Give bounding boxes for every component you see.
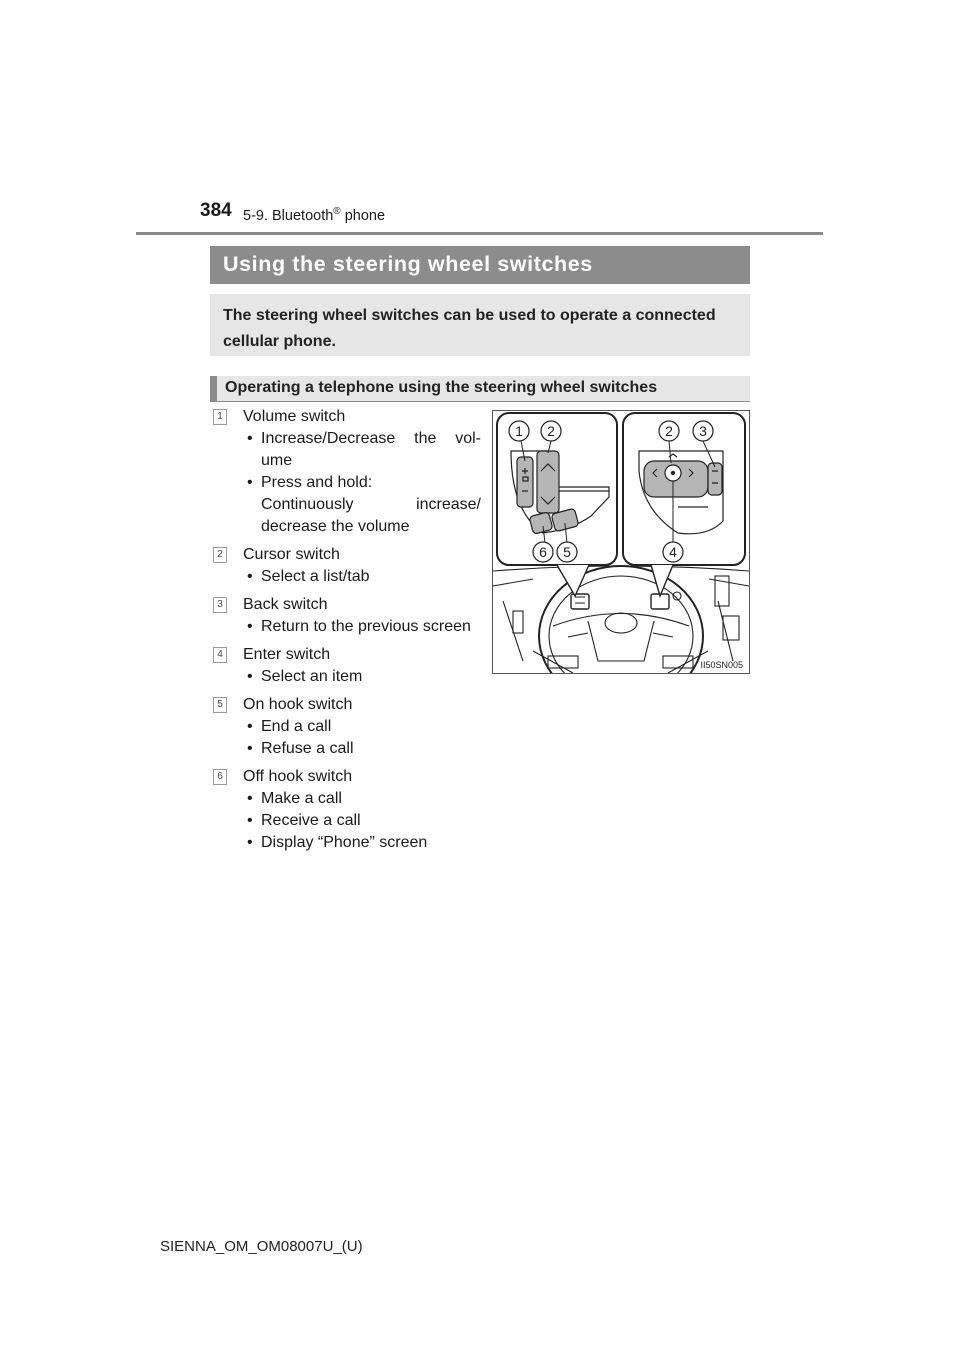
item-head <box>213 694 481 716</box>
item-number: 1 <box>213 409 227 425</box>
section-name: 5-9. Bluetooth <box>243 207 334 224</box>
item-head <box>213 644 481 666</box>
item-head <box>213 406 481 428</box>
item-list <box>213 406 481 860</box>
list-item <box>213 766 481 854</box>
item-label: Cursor switch <box>243 546 340 563</box>
sub-list <box>213 716 481 760</box>
sub-item: • Receive a call <box>243 810 481 832</box>
callout-2: 2 <box>547 423 555 439</box>
callout-4: 4 <box>669 544 677 560</box>
sub-list <box>213 666 481 688</box>
sub-list <box>213 428 481 538</box>
sub-item: • Refuse a call <box>243 738 481 760</box>
sub-item: • Select a list/tab <box>243 566 481 588</box>
sub-item-text: • Press and hold: <box>261 474 373 491</box>
item-head <box>213 766 481 788</box>
page-title: Using the steering wheel switches <box>210 246 750 284</box>
item-number: 2 <box>213 547 227 563</box>
item-head <box>213 594 481 616</box>
sub-item-detail: Continuously increase/ decrease the volume <box>261 496 481 535</box>
sub-item <box>243 472 481 538</box>
sub-item: • Make a call <box>243 788 481 810</box>
subheading: Operating a telephone using the steering wheel switches <box>210 376 750 402</box>
list-item <box>213 594 481 638</box>
list-item <box>213 544 481 588</box>
item-label: Volume switch <box>243 408 346 425</box>
item-number: 5 <box>213 697 227 713</box>
item-number: 6 <box>213 769 227 785</box>
list-item <box>213 644 481 688</box>
registered-mark: ® <box>333 206 341 217</box>
section-name-tail: phone <box>340 207 386 224</box>
item-head <box>213 544 481 566</box>
item-label: Enter switch <box>243 646 331 663</box>
page-number: 384 <box>200 200 232 221</box>
sub-item: • Return to the previous screen <box>243 616 481 638</box>
callout-2-right: 2 <box>665 423 673 439</box>
section-label <box>243 206 385 224</box>
callout-3: 3 <box>699 423 707 439</box>
sub-list <box>213 566 481 588</box>
steering-wheel-illustration <box>493 411 749 673</box>
footer-code: SIENNA_OM_OM08007U_(U) <box>160 1238 363 1255</box>
item-label: Off hook switch <box>243 768 353 785</box>
header-rule <box>136 232 823 235</box>
item-label: On hook switch <box>243 696 353 713</box>
sub-item: • End a call <box>243 716 481 738</box>
callout-5: 5 <box>563 544 571 560</box>
sub-list <box>213 788 481 854</box>
item-number: 3 <box>213 597 227 613</box>
list-item <box>213 406 481 538</box>
item-number: 4 <box>213 647 227 663</box>
sub-item: • Select an item <box>243 666 481 688</box>
figure-code: II50SN005 <box>700 660 743 670</box>
callout-6: 6 <box>539 544 547 560</box>
list-item <box>213 694 481 760</box>
sub-list <box>213 616 481 638</box>
steering-wheel-figure <box>492 410 750 674</box>
sub-item: • Increase/Decrease the vol-ume <box>243 428 481 472</box>
callout-1: 1 <box>515 423 523 439</box>
item-label: Back switch <box>243 596 328 613</box>
sub-item: • Display “Phone” screen <box>243 832 481 854</box>
intro-box: The steering wheel switches can be used to operate a connected cellular phone. <box>210 294 750 356</box>
